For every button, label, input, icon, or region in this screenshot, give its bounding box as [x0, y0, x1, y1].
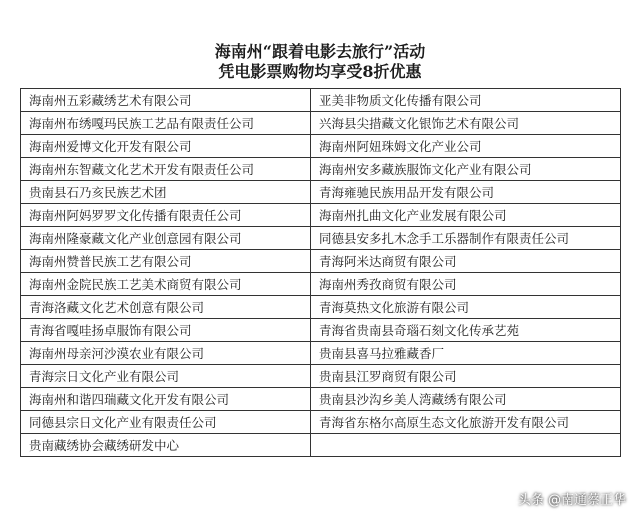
- table-row: [21, 411, 621, 434]
- company-cell-right: 青海雍驰民族用品开发有限公司: [311, 181, 621, 204]
- company-cell-right: 同德县安多扎木念手工乐器制作有限责任公司: [311, 227, 621, 250]
- company-cell-right: 海南州扎曲文化产业发展有限公司: [311, 204, 621, 227]
- table-row: [21, 319, 621, 342]
- company-cell-left: 海南州隆豪藏文化产业创意园有限公司: [21, 227, 311, 250]
- company-cell-left: 海南州和谐四瑞藏文化开发有限公司: [21, 388, 311, 411]
- company-cell-right: 贵南县沙沟乡美人湾藏绣有限公司: [311, 388, 621, 411]
- company-cell-left: 贵南藏绣协会藏绣研发中心: [21, 434, 311, 457]
- table-row: [21, 250, 621, 273]
- table-row: [21, 181, 621, 204]
- company-cell-right: 青海阿米达商贸有限公司: [311, 250, 621, 273]
- table-row: [21, 135, 621, 158]
- watermark: 头条 @南通蔡正华: [517, 493, 626, 508]
- table-row: [21, 388, 621, 411]
- company-cell-left: 同德县宗日文化产业有限责任公司: [21, 411, 311, 434]
- table-row: [21, 158, 621, 181]
- company-cell-right: 兴海县尖措藏文化银饰艺术有限公司: [311, 112, 621, 135]
- document-title: 海南州“跟着电影去旅行”活动: [214, 42, 426, 61]
- company-cell-left: 海南州爱博文化开发有限公司: [21, 135, 311, 158]
- company-cell-right: 亚美非物质文化传播有限公司: [311, 89, 621, 112]
- table-row: [21, 296, 621, 319]
- company-cell-left: 海南州东智藏文化艺术开发有限责任公司: [21, 158, 311, 181]
- table-row: [21, 365, 621, 388]
- company-cell-left: 海南州赞普民族工艺有限公司: [21, 250, 311, 273]
- company-cell-left: 青海省嘎哇扬卓服饰有限公司: [21, 319, 311, 342]
- company-table: [20, 88, 621, 457]
- company-cell-right: 海南州秀孜商贸有限公司: [311, 273, 621, 296]
- table-row: [21, 112, 621, 135]
- company-cell-right: 海南州安多藏族服饰文化产业有限公司: [311, 158, 621, 181]
- company-cell-left: 海南州五彩藏绣艺术有限公司: [21, 89, 311, 112]
- company-cell-left: 青海洛藏文化艺术创意有限公司: [21, 296, 311, 319]
- table-row: [21, 227, 621, 250]
- table-row: [21, 273, 621, 296]
- company-cell-right: 青海省东格尔高原生态文化旅游开发有限公司: [311, 411, 621, 434]
- company-cell-right: 青海莫热文化旅游有限公司: [311, 296, 621, 319]
- company-cell-right: 青海省贵南县奇瑙石刻文化传承艺苑: [311, 319, 621, 342]
- company-cell-left: 青海宗日文化产业有限公司: [21, 365, 311, 388]
- company-cell-left: 海南州母亲河沙漠农业有限公司: [21, 342, 311, 365]
- company-cell-right: [311, 434, 621, 457]
- company-cell-right: 海南州阿妞珠姆文化产业公司: [311, 135, 621, 158]
- document-subtitle: 凭电影票购物均享受8折优惠: [218, 62, 422, 81]
- company-cell-left: 贵南县石乃亥民族艺术团: [21, 181, 311, 204]
- table-row: [21, 434, 621, 457]
- company-cell-right: 贵南县江罗商贸有限公司: [311, 365, 621, 388]
- company-cell-left: 海南州布绣嘎玛民族工艺品有限责任公司: [21, 112, 311, 135]
- table-row: [21, 89, 621, 112]
- company-cell-left: 海南州金院民族工艺美术商贸有限公司: [21, 273, 311, 296]
- company-table-body: [21, 89, 621, 457]
- table-row: [21, 204, 621, 227]
- company-cell-left: 海南州阿妈罗罗文化传播有限责任公司: [21, 204, 311, 227]
- company-cell-right: 贵南县喜马拉雅藏香厂: [311, 342, 621, 365]
- table-row: [21, 342, 621, 365]
